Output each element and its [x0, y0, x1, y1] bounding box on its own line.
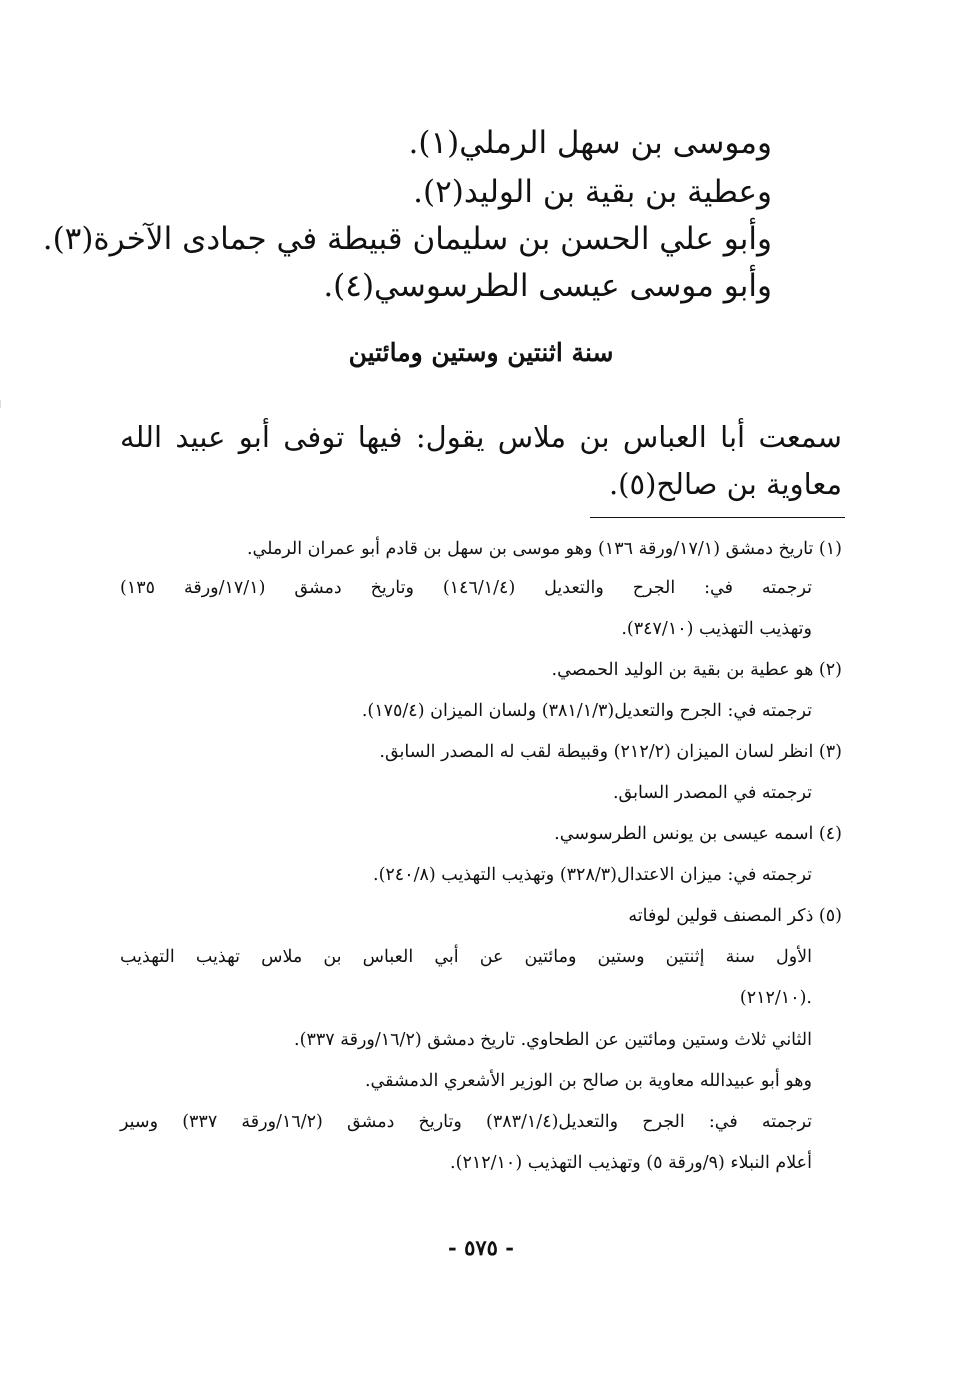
footnote-1-line-2: ترجمته في: الجرح والتعديل (١٤٦/١/٤) وتاريخ دمشق (١٧/١/ورقة ١٣٥): [120, 578, 812, 598]
verse-line-2: وعطية بن بقية بن الوليد(٢).: [413, 174, 772, 210]
footnote-2: (٢) هو عطية بن بقية بن الوليد الحمصي.: [551, 660, 842, 680]
footnote-5: (٥) ذكر المصنف قولين لوفاته: [628, 906, 842, 926]
verse-line-3: وأبو علي الحسن بن سليمان قبيطة في جمادى الآخرة(٣).: [42, 221, 772, 257]
footnote-separator: [590, 517, 845, 518]
footnote-5-line-7: أعلام النبلاء (٩/ورقة ٥) وتهذيب التهذيب (٢١٢/١٠).: [450, 1153, 812, 1173]
footnote-4: (٤) اسمه عيسى بن يونس الطرسوسي.: [554, 824, 842, 844]
scan-margin-mark: [0, 400, 1, 408]
verse-line-4: وأبو موسى عيسى الطرسوسي(٤).: [323, 268, 772, 304]
body-line-2: معاوية بن صالح(٥).: [608, 467, 842, 501]
body-line-1: سمعت أبا العباس بن ملاس يقول: فيها توفى أبو عبيد الله: [120, 420, 842, 454]
page-number: - ٥٧٥ -: [448, 1235, 514, 1260]
section-heading: سنة اثنتين وستين ومائتين: [348, 338, 614, 367]
footnote-2-line-2: ترجمته في: الجرح والتعديل(٣٨١/١/٣) ولسان الميزان (١٧٥/٤).: [361, 701, 812, 721]
footnote-1: (١) تاريخ دمشق (١٧/١/ورقة ١٣٦) وهو موسى بن سهل بن قادم أبو عمران الرملي.: [246, 539, 842, 559]
footnote-5-line-2: الأول سنة إثنتين وستين ومائتين عن أبي العباس بن ملاس تهذيب التهذيب: [120, 947, 812, 967]
footnote-4-line-2: ترجمته في: ميزان الاعتدال(٣٢٨/٣) وتهذيب التهذيب (٢٤٠/٨).: [373, 865, 812, 885]
footnote-1-line-3: وتهذيب التهذيب (٣٤٧/١٠).: [621, 619, 812, 639]
footnote-3: (٣) انظر لسان الميزان (٢١٢/٢) وقبيطة لقب له المصدر السابق.: [379, 742, 842, 762]
footnote-5-line-5: وهو أبو عبيدالله معاوية بن صالح بن الوزير الأشعري الدمشقي.: [364, 1071, 812, 1091]
footnote-5-line-3: (٢١٢/١٠).: [739, 988, 812, 1008]
footnote-5-line-6: ترجمته في: الجرح والتعديل(٣٨٣/١/٤) وتاريخ دمشق (١٦/٢/ورقة ٣٣٧) وسير: [120, 1112, 812, 1132]
footnote-3-line-2: ترجمته في المصدر السابق.: [612, 783, 812, 803]
verse-line-1: وموسى بن سهل الرملي(١).: [408, 125, 772, 161]
footnote-5-line-4: الثاني ثلاث وستين ومائتين عن الطحاوي. تاريخ دمشق (١٦/٢/ورقة ٣٣٧).: [294, 1030, 812, 1050]
